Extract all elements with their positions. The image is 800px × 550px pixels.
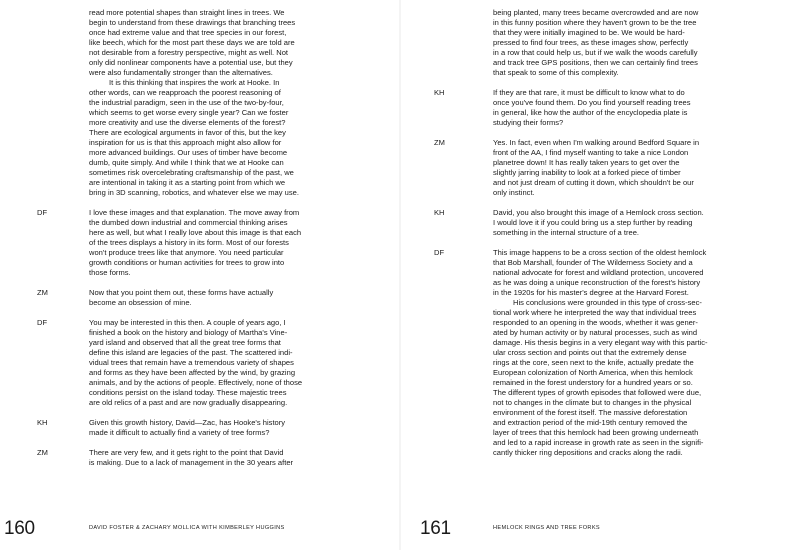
text-line: like beech, which for the most part these days we are told are [89, 38, 295, 47]
speaker-label: ZM [434, 138, 445, 147]
text-line: damage. His thesis begins in a very elegant way with this partic- [493, 338, 708, 347]
text-line: in a row that could help us, but if we walk the woods carefully [493, 48, 698, 57]
text-line: Now that you point them out, these forms have actually [89, 288, 274, 297]
text-line: define this island are legacies of the past. The scattered indi- [89, 348, 293, 357]
text-line: in this funny position where they haven't grown to be the tree [493, 18, 697, 27]
text-line: something in the internal structure of a tree. [493, 228, 640, 237]
text-line: that Bob Marshall, founder of The Wilderness Society and a [493, 258, 693, 267]
text-line: front of the AA, I find myself wanting to take a nice London [493, 148, 689, 157]
left-text-column [37, 8, 385, 468]
text-line: ular cross section and points out that the extremely dense [493, 348, 687, 357]
speaker-label: KH [37, 418, 48, 427]
text-line: become an obsession of mine. [89, 298, 192, 307]
page-number: 161 [420, 518, 451, 539]
text-line: Yes. In fact, even when I'm walking around Bedford Square in [493, 138, 700, 147]
dialogue-turn-df [37, 318, 385, 408]
dialogue-turn-kh [434, 88, 791, 128]
speaker-label: ZM [37, 288, 48, 297]
text-line: If they are that rare, it must be difficult to know what to do [493, 88, 685, 97]
dialogue-turn-df [37, 208, 385, 278]
text-line: not to changes in the climate but to changes in the physical [493, 398, 692, 407]
text-line: rings at the core, seen next to the knife, actually predate the [493, 358, 694, 367]
dialogue-turn-zm [37, 448, 385, 468]
text-line: and not just dream of cutting it down, which shouldn't be our [493, 178, 694, 187]
text-line: slightly jarring inability to look at a forked piece of timber [493, 168, 681, 177]
text-line: Given this growth history, David—Zac, has Hooke's history [89, 418, 286, 427]
text-line: vidual trees that remain have a tremendous variety of shapes [89, 358, 294, 367]
text-line: the industrial paradigm, seen in the use of the two-by-four, [89, 98, 284, 107]
speaker-label: ZM [37, 448, 48, 457]
text-line: planetree down! It has really taken years to get over the [493, 158, 680, 167]
text-line: This image happens to be a cross section of the oldest hemlock [493, 248, 707, 257]
text-line: layer of trees that this hemlock had been growing underneath [493, 428, 699, 437]
text-line: There are ecological arguments in favor of this, but the key [89, 128, 286, 137]
text-line: read more potential shapes than straight lines in trees. We [89, 8, 285, 17]
text-line: ated by human activity or by natural processes, such as wind [493, 328, 698, 337]
text-line: that speak to some of this complexity. [493, 68, 619, 77]
text-line: of the trees displays a history in its form. Most of our forests [89, 238, 289, 247]
running-head: DAVID FOSTER & ZACHARY MOLLICA WITH KIMBERLEY HUGGINS [89, 525, 285, 531]
text-line: in the 1920s for his master's degree at the Harvard Forest. [493, 288, 689, 297]
text-line: are intentional in taking it as a starting point from which we [89, 178, 286, 187]
page-number: 160 [4, 518, 35, 539]
dialogue-turn-zm [434, 138, 791, 198]
text-line: made it difficult to actually find a variety of tree forms? [89, 428, 270, 437]
left-hooke-paragraph [89, 78, 385, 198]
text-line: not desirable from a forestry perspective, might as well. Not [89, 48, 289, 57]
text-line: is making. Due to a lack of management in the 30 years after [89, 458, 294, 467]
text-line: and led to a rapid increase in growth rate as seen in the signifi- [493, 438, 704, 447]
text-line: other words, can we reapproach the poorest reasoning of [89, 88, 281, 97]
text-line: more creativity and use the diverse elements of the forest? [89, 118, 286, 127]
text-line: more advanced buildings. Our uses of timber have become [89, 148, 288, 157]
text-line: His conclusions were grounded in this type of cross-sec- [513, 298, 702, 307]
text-line: bring in 3D scanning, robotics, and whatever else we may use. [89, 188, 299, 197]
text-line: in general, like how the author of the encyclopedia plate is [493, 108, 688, 117]
text-line: as he was doing a unique reconstruction of the forest's history [493, 278, 701, 287]
text-line: It is this thinking that inspires the work at Hooke. In [109, 78, 280, 87]
text-line: I love these images and that explanation. The move away from [89, 208, 300, 217]
text-line: are old relics of a past and are now gradually disappearing. [89, 398, 288, 407]
dialogue-turn-kh [434, 208, 791, 238]
text-line: once you've found them. Do you find yourself reading trees [493, 98, 691, 107]
text-line: cantly thicker ring depositions and cracks along the radii. [493, 448, 683, 457]
right-page [400, 0, 800, 550]
text-line: only did nonlinear components have a potential use, but they [89, 58, 293, 67]
text-line: and extraction period of the mid-19th century removed the [493, 418, 688, 427]
text-line: dumb, quite simply. And while I think that we at Hooke can [89, 158, 284, 167]
running-head: HEMLOCK RINGS AND TREE FORKS [493, 525, 600, 531]
text-line: I would love it if you could bring us a step further by reading [493, 218, 693, 227]
text-line: and track tree GPS positions, then we can certainly find trees [493, 58, 698, 67]
text-line: responded to an opening in the woods, whether it was gener- [493, 318, 698, 327]
text-line: remained in the forest understory for a hundred years or so. [493, 378, 693, 387]
text-line: yard island and observed that all the great tree forms that [89, 338, 281, 347]
right-intro-paragraph [493, 8, 791, 78]
text-line: which seems to get worse every single year? Can we foster [89, 108, 289, 117]
text-line: begin to understand from these drawings that branching trees [89, 18, 296, 27]
text-line: growth conditions or human activities for trees to grow into [89, 258, 285, 267]
text-line: here as well, but what I really love about this image is that each [89, 228, 302, 237]
text-line: animals, and by the actions of people. Effectively, none of those [89, 378, 303, 387]
text-line: tional work where he interpreted the way that individual trees [493, 308, 697, 317]
text-line: environment of the forest itself. The massive deforestation [493, 408, 688, 417]
text-line: studying their forms? [493, 118, 564, 127]
text-line: The different types of growth episodes that followed were due, [493, 388, 702, 397]
speaker-label: KH [434, 208, 445, 217]
text-line: David, you also brought this image of a Hemlock cross section. [493, 208, 704, 217]
text-line: pressed to find four trees, as these images show, perfectly [493, 38, 689, 47]
text-line: European colonization of North America, when this hemlock [493, 368, 693, 377]
text-line: inspiration for us is that this approach might also allow for [89, 138, 282, 147]
text-line: sometimes risk overcelebrating craftsmanship of the past, we [89, 168, 294, 177]
speaker-label: KH [434, 88, 445, 97]
text-line: the dumbed down industrial and commercial thinking arises [89, 218, 288, 227]
speaker-label: DF [434, 248, 445, 257]
text-line: There are very few, and it gets right to the point that David [89, 448, 284, 457]
text-line: only instinct. [493, 188, 535, 197]
text-line: being planted, many trees became overcrowded and are now [493, 8, 699, 17]
dialogue-turn-df [434, 248, 791, 458]
dialogue-turn-kh [37, 418, 385, 438]
text-line: that they were initially imagined to be. We would be hard- [493, 28, 685, 37]
text-line: and forms as they have been affected by the wind, by grazing [89, 368, 296, 377]
text-line: won't produce trees like that anymore. You need particular [89, 248, 284, 257]
speaker-label: DF [37, 318, 48, 327]
text-line: finished a book on the history and biology of Martha's Vine- [89, 328, 288, 337]
right-text-column [434, 8, 791, 458]
text-line: once had extreme value and that tree species in our forest, [89, 28, 287, 37]
text-line: You may be interested in this then. A couple of years ago, I [89, 318, 286, 327]
dialogue-turn-zm [37, 288, 385, 308]
text-line: those forms. [89, 268, 131, 277]
text-line: were also fundamentally stronger than the alternatives. [89, 68, 273, 77]
speaker-label: DF [37, 208, 48, 217]
text-line: conditions persist on the island today. These majestic trees [89, 388, 287, 397]
left-intro-paragraph [89, 8, 385, 78]
text-line: national advocate for forest and wildland protection, uncovered [493, 268, 704, 277]
